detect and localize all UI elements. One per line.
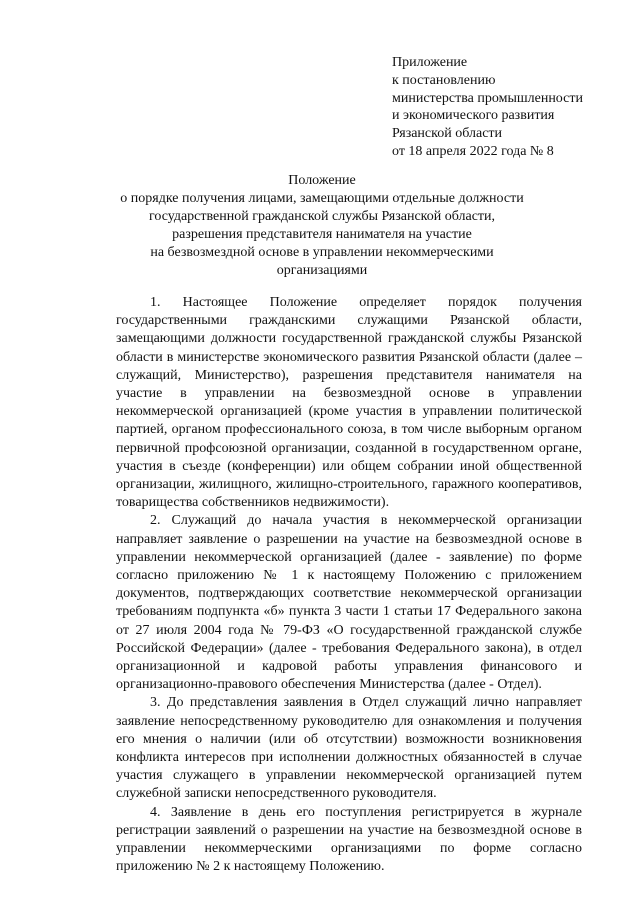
appendix-line: министерства промышленности	[392, 90, 583, 106]
title-line: о порядке получения лицами, замещающими отдельные должности	[120, 191, 524, 206]
appendix-date-line: от 18 апреля 2022 года № 8	[392, 143, 554, 159]
title-line: государственной гражданской службы Рязанской области,	[148, 209, 496, 224]
paragraph-1: 1. Настоящее Положение определяет порядок получения государственными гражданскими служащими Рязанской области, замещающими должности государственной гражданской службы Рязанской области в министерстве экономического развития Рязанской области (далее – служащий, Министерство), разрешения представителя нанимателя на участие в управлении на безвозмездной основе в управлении некоммерческой организацией (кроме участия в управлении политической партией, органом профессионального союза, в том числе выборным органом первичной профсоюзной организации, созданной в государственном органе, участия в съезде (конференции) или общем собрании иной общественной организации, жилищного, жилищно-строительного, гаражного кооперативов, товарищества собственников недвижимости).	[116, 295, 582, 511]
appendix-header	[392, 54, 632, 161]
title-heading: Положение	[288, 173, 356, 188]
paragraph-3: 3. До представления заявления в Отдел служащий лично направляет заявление непосредственному руководителю для ознакомления и получения его мнения о наличии (или об отсутствии) возможности возникновения конфликта интересов при исполнении должностных обязанностей в случае участия служащего в управлении некоммерческой организацией путем служебной записки непосредственного руководителя.	[116, 695, 582, 802]
title-line: организациями	[276, 263, 368, 278]
paragraph-4: 4. Заявление в день его поступления регистрируется в журнале регистрации заявлений о разрешении на участие на безвозмездной основе в управлении некоммерческими организациями по форме согласно приложению № 2 к настоящему Положению.	[116, 804, 582, 875]
appendix-line: к постановлению	[392, 72, 496, 88]
appendix-line: и экономического развития	[392, 108, 555, 124]
title-line: разрешения представителя нанимателя на участие	[172, 227, 472, 242]
document-title	[110, 172, 534, 280]
paragraph-2: 2. Служащий до начала участия в некоммерческой организации направляет заявление о разрешении на участие на безвозмездной основе в управлении некоммерческой организацией (далее - заявление) по форме согласно приложению № 1 к настоящему Положению с приложением документов, подтверждающих соответствие некоммерческой организации требованиям подпункта «б» пункта 3 части 1 статьи 17 Федерального закона от 27 июля 2004 года № 79-ФЗ «О государственной гражданской службе Российской Федерации» (далее - требования Федерального закона), в отдел организационной и кадровой работы управления финансового и организационно-правового обеспечения Министерства (далее - Отдел).	[116, 513, 582, 693]
appendix-line: Рязанской области	[392, 126, 503, 142]
title-line: на безвозмездной основе в управлении некоммерческими	[150, 245, 494, 260]
appendix-line: Приложение	[392, 55, 468, 70]
document-body	[116, 294, 582, 877]
